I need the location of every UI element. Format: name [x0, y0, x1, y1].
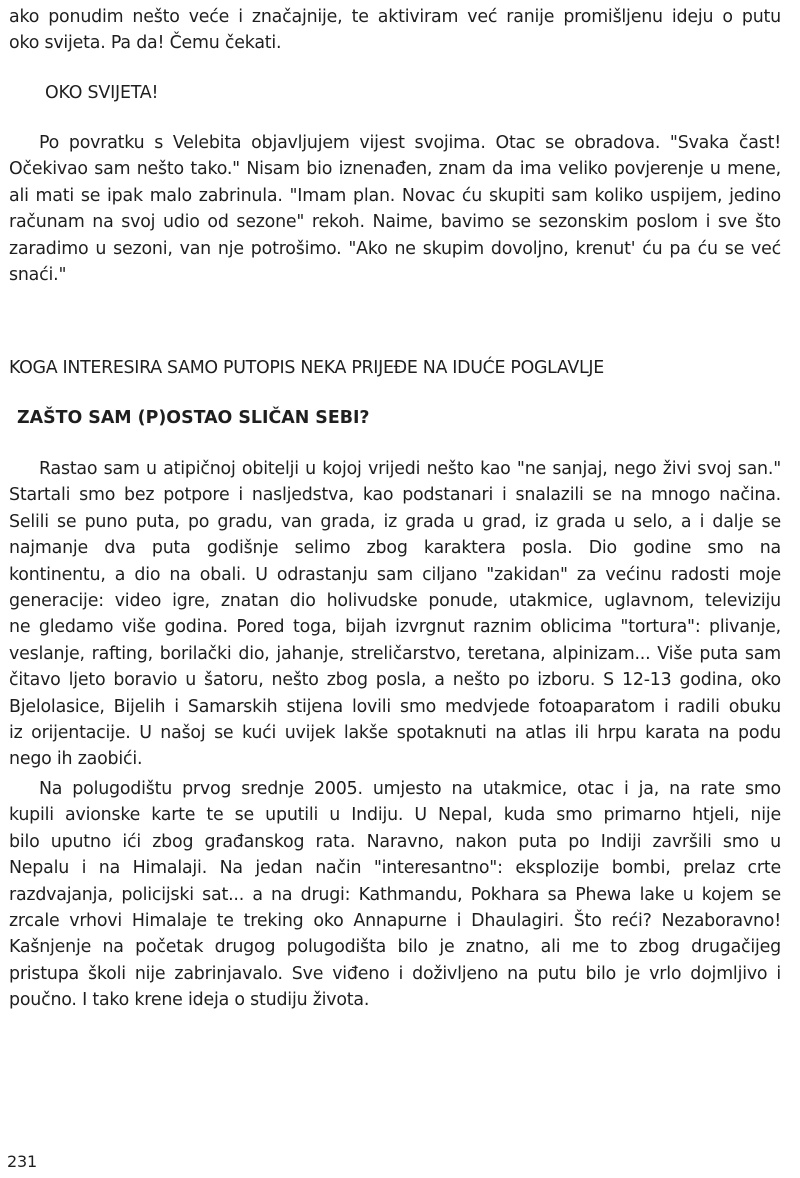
- text-line: iz orijentacije. U našoj se kući uvijek lakše spotaknuti na atlas ili hrpu karata na podu: [9, 723, 781, 744]
- text-line: kontinentu, a dio na obali. U odrastanju sam ciljano "zakidan" za većinu radosti moje: [9, 564, 781, 585]
- text-line: Rastao sam u atipičnoj obitelji u kojoj vrijedi nešto kao "ne sanjaj, nego živi svoj san.": [39, 459, 781, 479]
- heading-oko-svijeta: OKO SVIJETA!: [45, 83, 159, 103]
- chapter-title: ZAŠTO SAM (P)OSTAO SLIČAN SEBI?: [17, 408, 370, 428]
- text-line: kupili avionske karte te se uputili u Indiju. U Nepal, kuda smo primarno htjeli, nije: [9, 805, 781, 826]
- text-line: ali mati se ipak malo zabrinula. "Imam plan. Novac ću skupiti sam koliko uspijem, jedino: [9, 185, 781, 206]
- text-line: zaradimo u sezoni, van nje potrošimo. "Ako ne skupim dovoljno, krenut' ću pa ću se već: [9, 238, 781, 259]
- text-line: poučno. I tako krene ideja o studiju života.: [9, 990, 370, 1011]
- text-line: Na polugodištu prvog srednje 2005. umjesto na utakmice, otac i ja, na rate smo: [39, 779, 781, 799]
- text-line: ako ponudim nešto veće i značajnije, te aktiviram već ranije promišljenu ideju o putu: [9, 7, 781, 27]
- text-line: bilo uputno ići zbog građanskog rata. Naravno, nakon puta po Indiji završili smo u: [9, 831, 781, 852]
- paragraph-odrastanje: [9, 456, 781, 773]
- text-line: najmanje dva puta godišnje selimo zbog karaktera posla. Dio godine smo na: [9, 538, 781, 559]
- page-number: 231: [7, 1152, 37, 1171]
- text-line: veslanje, rafting, borilački dio, jahanje, streličarstvo, teretana, alpinizam... Više puta sam: [9, 643, 781, 664]
- text-line: pristupa školi nije zabrinjavalo. Sve viđeno i doživljeno na putu bilo je vrlo dojmljivo i: [9, 963, 781, 984]
- section-heading: KOGA INTERESIRA SAMO PUTOPIS NEKA PRIJEĐE NA IDUĆE POGLAVLJE: [9, 358, 604, 378]
- text-line: oko svijeta. Pa da! Čemu čekati.: [9, 33, 282, 54]
- text-line: razdvajanja, policijski sat... a na drugi: Kathmandu, Pokhara sa Phewa lake u kojem se: [9, 884, 781, 905]
- text-line: snaći.": [9, 265, 67, 286]
- text-line: čitavo ljeto boravio u šatoru, nešto zbog posla, a nešto po izboru. S 12-13 godina, oko: [9, 670, 781, 691]
- text-line: Kašnjenje na početak drugog polugodišta bilo je znatno, ali me to zbog drugačijeg: [9, 937, 781, 958]
- text-line: ne gledamo više godina. Pored toga, bijah izvrgnut raznim oblicima "tortura": plivanje,: [9, 617, 781, 638]
- text-line: Selili se puno puta, po gradu, van grada, iz grada u grad, iz grada u selo, a i dalje se: [9, 511, 781, 532]
- paragraph-velebit: [9, 130, 781, 288]
- text-line: Po povratku s Velebita objavljujem vijest svojima. Otac se obradova. "Svaka čast!: [39, 133, 781, 153]
- text-line: zrcale vrhovi Himalaje te treking oko Annapurne i Dhaulagiri. Što reći? Nezaboravno!: [9, 911, 781, 932]
- text-line: računam na svoj udio od sezone" rekoh. Naime, bavimo se sezonskim poslom i sve što: [9, 212, 781, 233]
- paragraph-intro: [9, 4, 781, 57]
- text-line: Nepalu i na Himalaji. Na jedan način "interesantno": eksplozije bombi, prelaz crte: [9, 858, 781, 879]
- text-line: generacije: video igre, znatan dio holivudske ponude, utakmice, uglavnom, televiziju: [9, 591, 781, 612]
- text-line: Bjelolasice, Bijelih i Samarskih stijena lovili smo medvjede fotoaparatom i radili obuku: [9, 696, 781, 717]
- text-line: nego ih zaobići.: [9, 749, 143, 770]
- text-line: Startali smo bez potpore i nasljedstva, kao podstanari i snalazili se na mnogo načina.: [9, 485, 781, 506]
- text-line: Očekivao sam nešto tako." Nisam bio iznenađen, znam da ima veliko povjerenje u mene,: [9, 159, 781, 180]
- paragraph-indija: [9, 776, 781, 1014]
